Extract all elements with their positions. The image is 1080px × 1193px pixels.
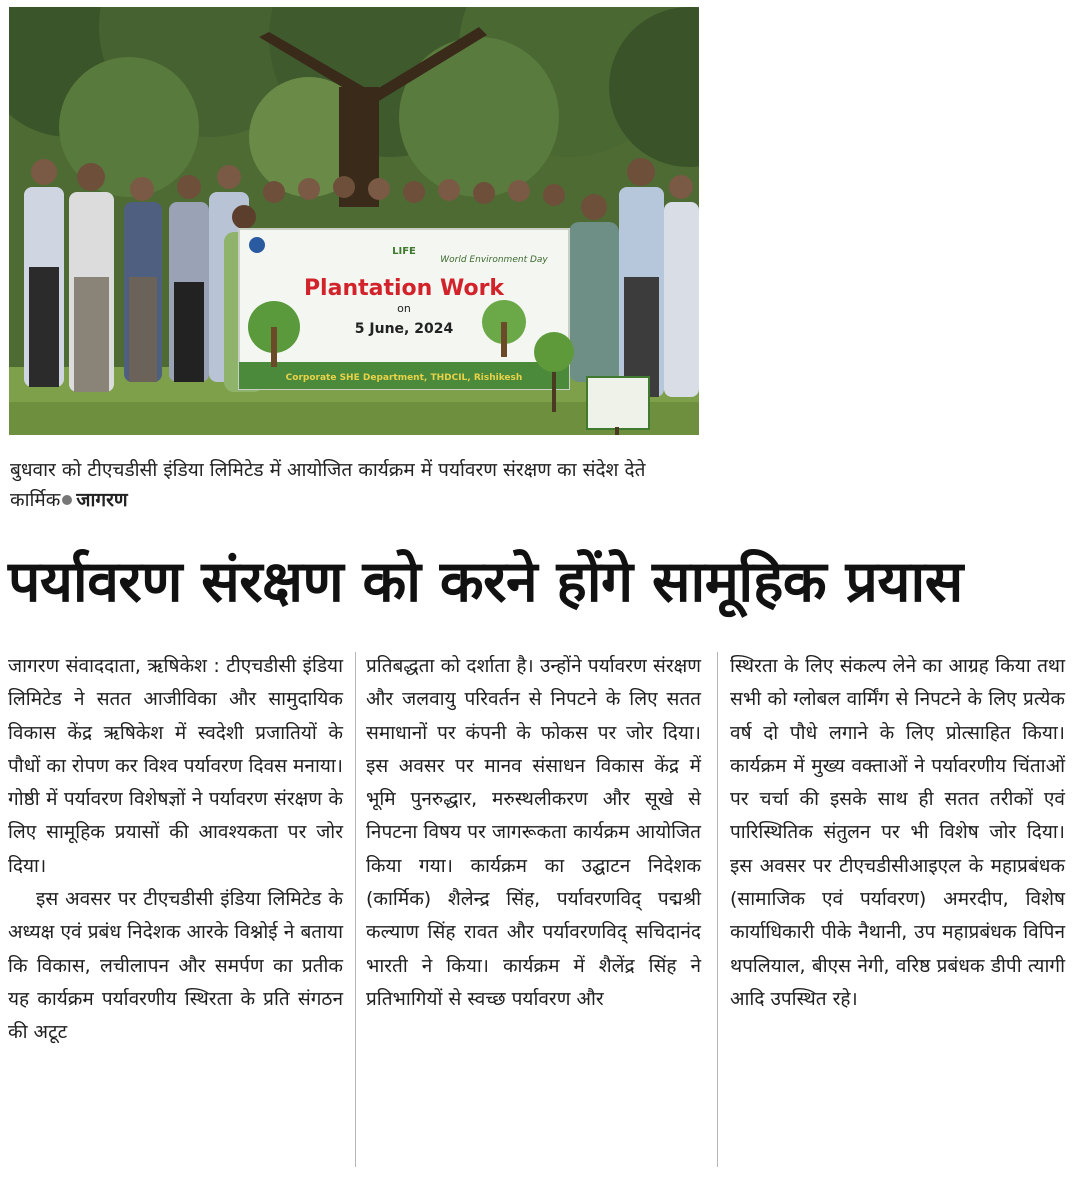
banner-badge: LIFE: [392, 246, 416, 257]
paragraph: स्थिरता के लिए संकल्प लेने का आग्रह किया तथा सभी को ग्लोबल वार्मिंग से निपटने के लिए प्रत्येक वर्ष दो पौधे लगाने के लिए प्रोत्साहित किया। कार्यक्रम में मुख्य वक्ताओं ने पर्यावरणीय चिंताओं पर चर्चा की इसके साथ ही सतत तरीकों एवं पारिस्थितिक संतुलन पर भी विशेष जोर दिया। इस अवसर पर टीएचडीसीआइएल के महाप्रबंधक (सामाजिक एवं पर्यावरण) अमरदीप, विशेष कार्याधिकारी पीके नैथानी, उप महाप्रबंधक विपिन थपलियाल, बीएस नेगी, वरिष्ठ प्रबंधक डीपी त्यागी आदि उपस्थित रहे।: [730, 655, 1065, 1010]
article-column-3: [730, 650, 1065, 1016]
banner-date: 5 June, 2024: [354, 321, 454, 337]
banner-theme: World Environment Day: [440, 255, 548, 265]
column-divider: [355, 652, 356, 1167]
photo-caption: [10, 455, 700, 515]
caption-credit: जागरण: [76, 489, 128, 511]
article-headline: पर्यावरण संरक्षण को करने होंगे सामूहिक प्रयास: [8, 549, 963, 615]
paragraph: प्रतिबद्धता को दर्शाता है। उन्होंने पर्यावरण संरक्षण और जलवायु परिवर्तन से निपटने के लिए सतत समाधानों पर कंपनी के फोकस पर जोर दिया। इस अवसर पर मानव संसाधन विकास केंद्र में भूमि पुनरुद्धार, मरुस्थलीकरण और सूखे से निपटना विषय पर जागरूकता कार्यक्रम आयोजित किया गया। कार्यक्रम का उद्घाटन निदेशक (कार्मिक) शैलेन्द्र सिंह, पर्यावरणविद् पद्मश्री कल्याण सिंह रावत और पर्यावरणविद् सचिदानंद भारती ने किया। कार्यक्रम में शैलेंद्र सिंह ने प्रतिभागियों से स्वच्छ पर्यावरण और: [366, 655, 701, 1010]
banner-footer: Corporate SHE Department, THDCIL, Rishikesh: [285, 373, 523, 383]
plantation-group-photo: [9, 7, 699, 435]
article-column-2: [366, 650, 701, 1016]
paragraph: जागरण संवाददाता, ऋषिकेश : टीएचडीसी इंडिया लिमिटेड ने सतत आजीविका और सामुदायिक विकास केंद्र ऋषिकेश में स्वदेशी प्रजातियों के पौधों का रोपण कर विश्व पर्यावरण दिवस मनाया। गोष्ठी में पर्यावरण विशेषज्ञों ने पर्यावरण संरक्षण के लिए सामूहिक प्रयासों की आवश्यकता पर जोर दिया।: [8, 655, 344, 877]
banner-title: Plantation Work: [303, 276, 505, 301]
column-divider: [717, 652, 718, 1167]
bullet-dot-icon: [62, 495, 72, 505]
article-column-1: [8, 650, 343, 1050]
banner-on: on: [397, 302, 411, 315]
paragraph: इस अवसर पर टीएचडीसी इंडिया लिमिटेड के अध्यक्ष एवं प्रबंध निदेशक आरके विश्नोई ने बताया कि विकास, लचीलापन और समर्पण का प्रतीक यह कार्यक्रम पर्यावरणीय स्थिरता के प्रति संगठन की अटूट: [8, 888, 343, 1044]
news-photo: [9, 7, 699, 435]
caption-text: बुधवार को टीएचडीसी इंडिया लिमिटेड में आयोजित कार्यक्रम में पर्यावरण संरक्षण का संदेश देते कार्मिक: [10, 459, 646, 511]
